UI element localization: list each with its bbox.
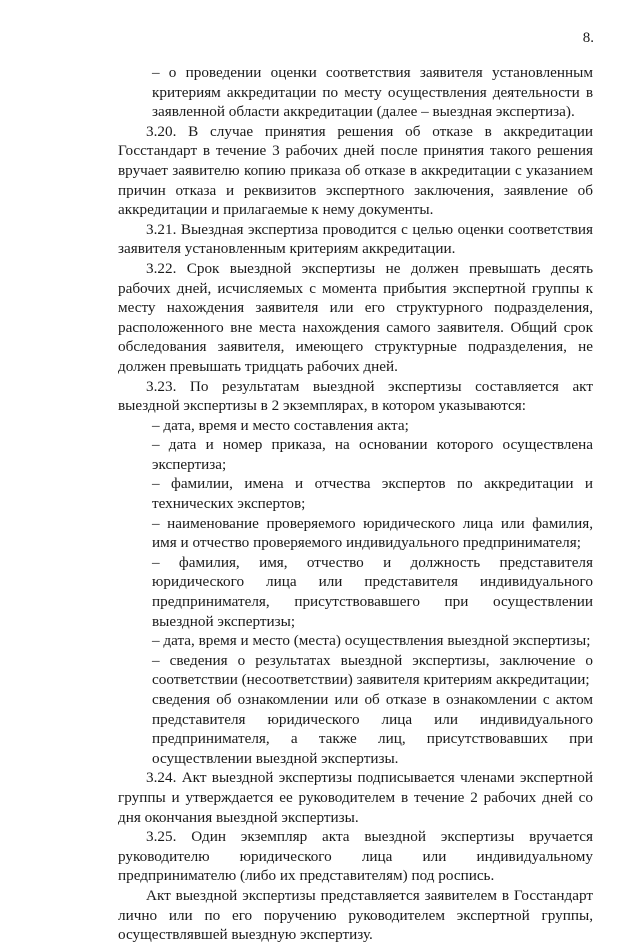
page-number: 8. [582, 30, 594, 46]
paragraph-3-21: 3.21. Выездная экспертиза проводится с целью оценки соответствия заявителя установленным критериям аккредитации. [118, 220, 593, 258]
list-item: – наименование проверяемого юридического лица или фамилия, имя и отчество проверяемого индивидуального предпринимателя; [152, 514, 593, 552]
list-item: – сведения о результатах выездной экспертизы, заключение о соответствии (несоответствии) заявителя критериям аккредитации; [152, 651, 593, 689]
paragraph-3-20: 3.20. В случае принятия решения об отказе в аккредитации Госстандарт в течение 3 рабочих дней после принятия такого решения вручает заявителю копию приказа об отказе в аккредитации с указанием причин отказа и реквизитов экспертного заключения, заявление об аккредитации и прилагаемые к нему документы. [118, 122, 593, 219]
paragraph-expertise-definition: – о проведении оценки соответствия заявителя установленным критериям аккредитации по месту осуществления деятельности в заявленной области аккредитации (далее – выездная экспертиза). [152, 64, 593, 121]
paragraph-3-24: 3.24. Акт выездной экспертизы подписывается членами экспертной группы и утверждается ее руководителем в течение 2 рабочих дней со дня окончания выездной экспертизы. [118, 769, 593, 826]
list-item: – дата, время и место (места) осуществления выездной экспертизы; [152, 632, 591, 650]
paragraph-3-23: 3.23. По результатам выездной экспертизы составляется акт выездной экспертизы в 2 экземплярах, в котором указываются: [118, 377, 593, 415]
paragraph-3-22: 3.22. Срок выездной экспертизы не должен превышать десять рабочих дней, исчисляемых с момента прибытия экспертной группы к месту нахождения заявителя или его структурного подразделения, расположенного вне места нахождения самого заявителя. Общий срок обследования заявителя, имеющего структурные подразделения, не должен превышать тридцать рабочих дней. [118, 259, 593, 375]
list-item: – фамилия, имя, отчество и должность представителя юридического лица или представителя индивидуального предпринимателя, присутствовавшего при осуществлении выездной экспертизы; [152, 553, 593, 630]
list-item: – фамилии, имена и отчества экспертов по аккредитации и технических экспертов; [152, 475, 593, 513]
paragraph-3-25: 3.25. Один экземпляр акта выездной экспертизы вручается руководителю юридического лица или индивидуальному предпринимателю (либо их представителям) под роспись. [118, 828, 593, 885]
list-item: – дата, время и место составления акта; [152, 416, 409, 434]
list-item: – дата и номер приказа, на основании которого осуществлена экспертиза; [152, 436, 593, 473]
paragraph-act-submission: Акт выездной экспертизы представляется заявителем в Госстандарт лично или по его поручению руководителем экспертной группы, осуществлявшей выездную экспертизу. [118, 886, 593, 944]
list-item: сведения об ознакомлении или об отказе в ознакомлении с актом представителя юридического лица или индивидуального предпринимателя, а также лиц, присутствовавших при осуществлении выездной экспертизы. [152, 691, 593, 767]
document-body [118, 63, 593, 945]
